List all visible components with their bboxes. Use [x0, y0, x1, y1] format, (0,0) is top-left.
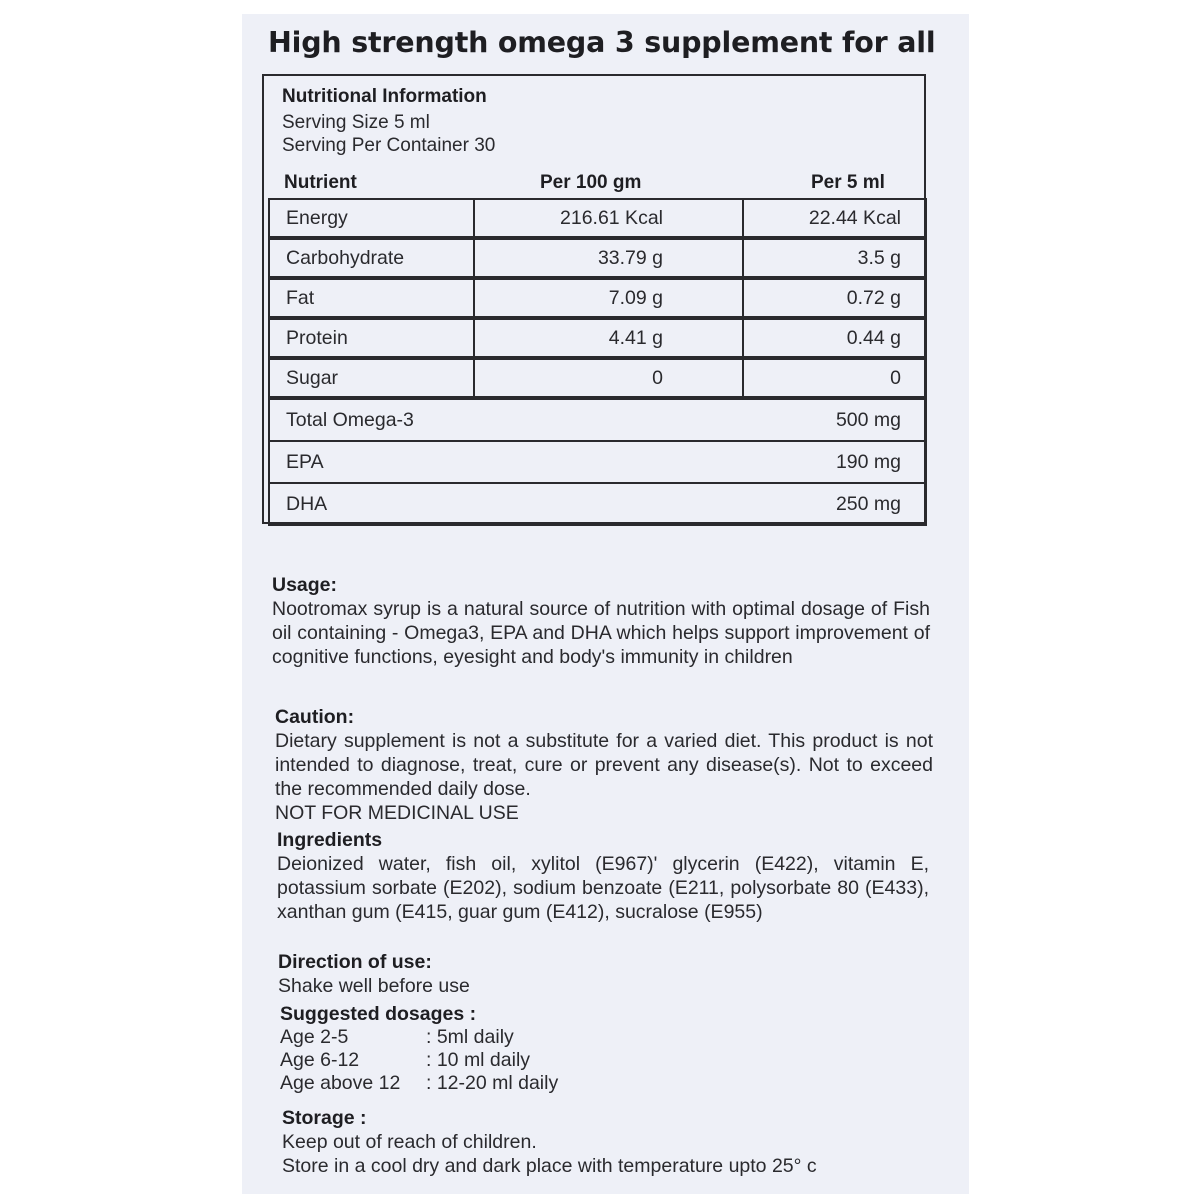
dosage-item [280, 1072, 938, 1095]
direction-heading: Direction of use: [278, 951, 432, 973]
dosage-item [280, 1049, 938, 1072]
value-per-100: 4.41 g [608, 326, 663, 349]
table-row [268, 278, 927, 318]
value-per-100: 216.61 Kcal [560, 206, 663, 229]
column-divider [473, 318, 475, 358]
column-divider [473, 198, 475, 238]
nutrition-heading: Nutritional Information [282, 86, 487, 107]
column-divider [473, 278, 475, 318]
column-header-per-5: Per 5 ml [811, 172, 885, 193]
dosage-age: Age 2-5 [280, 1026, 349, 1048]
usage-text: Nootromax syrup is a natural source of nutrition with optimal dosage of Fish oil containing - Omega3, EPA and DHA which helps support improvement of cognitive functions, eyesight and body's immunity in children [272, 598, 930, 668]
value-per-5: 0 [890, 366, 901, 389]
column-header-nutrient: Nutrient [284, 172, 357, 193]
ingredients-text: Deionized water, fish oil, xylitol (E967)' glycerin (E422), vitamin E, potassium sorbate (E202), sodium benzoate (E211, polysorbate 80 (E433), xanthan gum (E415, guar gum (E412), sucralose (E955) [277, 853, 929, 923]
value-per-5: 22.44 Kcal [808, 206, 901, 229]
servings-per-container: Serving Per Container 30 [282, 135, 496, 156]
nutrient-name: Total Omega-3 [286, 408, 414, 431]
caution-section [275, 705, 933, 825]
caution-note: NOT FOR MEDICINAL USE [275, 802, 519, 824]
table-row [268, 238, 927, 278]
column-divider [473, 238, 475, 278]
dosages-section [280, 1002, 938, 1095]
value-per-5: 250 mg [835, 492, 901, 515]
caution-text: Dietary supplement is not a substitute for a varied diet. This product is not intended to diagnose, treat, cure or prevent any disease(s). Not to exceed the recommended daily dose. [275, 730, 933, 800]
caution-heading: Caution: [275, 706, 355, 728]
value-per-5: 500 mg [835, 408, 901, 431]
value-per-5: 190 mg [835, 450, 901, 473]
nutrient-name: Sugar [286, 366, 339, 389]
ingredients-heading: Ingredients [277, 829, 383, 851]
column-header-per-100: Per 100 gm [540, 172, 642, 193]
column-divider [742, 318, 744, 358]
storage-line-1: Keep out of reach of children. [282, 1131, 537, 1153]
dosage-age: Age 6-12 [280, 1049, 360, 1071]
value-per-100: 33.79 g [597, 246, 663, 269]
column-divider [742, 278, 744, 318]
direction-text: Shake well before use [278, 975, 470, 997]
ingredients-section [277, 828, 929, 924]
page-title: High strength omega 3 supplement for all [268, 26, 936, 59]
table-row [268, 440, 927, 484]
value-per-100: 0 [652, 366, 663, 389]
table-row [268, 398, 927, 442]
column-divider [473, 358, 475, 398]
table-row [268, 318, 927, 358]
value-per-100: 7.09 g [608, 286, 663, 309]
serving-size: Serving Size 5 ml [282, 112, 430, 133]
dosage-age: Age above 12 [280, 1072, 401, 1094]
usage-section [272, 573, 930, 669]
column-divider [742, 238, 744, 278]
value-per-5: 3.5 g [857, 246, 901, 269]
storage-section [282, 1106, 940, 1178]
dosage-amount: : 5ml daily [426, 1026, 514, 1048]
column-divider [742, 358, 744, 398]
dosages-heading: Suggested dosages : [280, 1003, 477, 1025]
dosage-item [280, 1026, 938, 1049]
storage-heading: Storage : [282, 1107, 367, 1129]
nutrient-name: DHA [286, 492, 328, 515]
nutrient-name: Energy [286, 206, 348, 229]
column-divider [742, 198, 744, 238]
table-row [268, 482, 927, 526]
value-per-5: 0.72 g [846, 286, 901, 309]
nutrient-name: Fat [286, 286, 315, 309]
nutrient-name: Protein [286, 326, 348, 349]
dosage-amount: : 12-20 ml daily [426, 1072, 559, 1094]
value-per-5: 0.44 g [846, 326, 901, 349]
table-row [268, 358, 927, 398]
direction-section [278, 950, 936, 998]
nutrient-name: EPA [286, 450, 324, 473]
table-row [268, 198, 927, 238]
storage-line-2: Store in a cool dry and dark place with temperature upto 25° c [282, 1155, 817, 1177]
dosage-amount: : 10 ml daily [426, 1049, 531, 1071]
nutrient-name: Carbohydrate [286, 246, 405, 269]
usage-heading: Usage: [272, 574, 338, 596]
